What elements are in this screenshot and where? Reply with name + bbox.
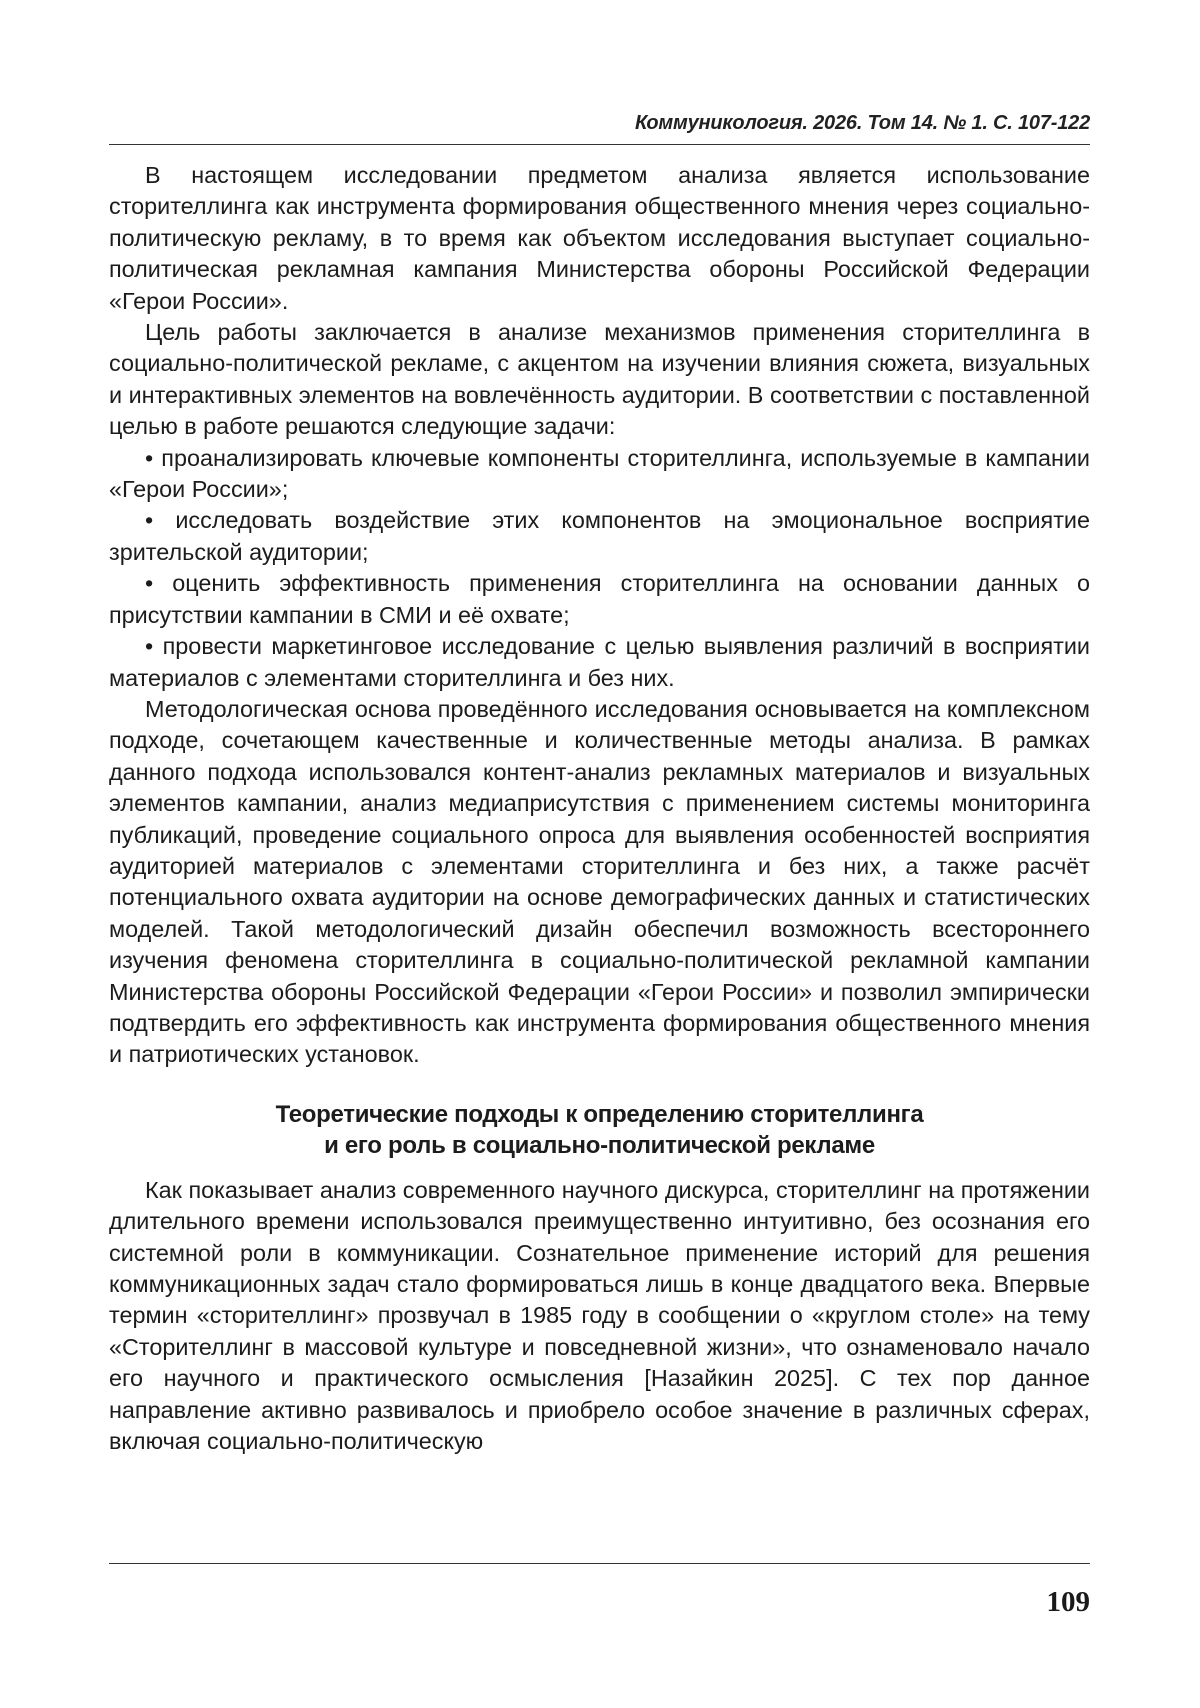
section-heading-line: Теоретические подходы к определению сторителлинга <box>275 1100 924 1128</box>
task-list-item: • исследовать воздействие этих компонентов на эмоциональное восприятие зрительской аудитории; <box>109 507 1090 565</box>
paragraph-goal: Цель работы заключается в анализе механизмов применения сторителлинга в социально-политической рекламе, с акцентом на изучении влияния сюжета, визуальных и интерактивных элементов на вовлечённость аудитории. В соответствии с поставленной целью в работе решаются следующие задачи: <box>109 319 1090 440</box>
task-list-item: • провести маркетинговое исследование с целью выявления различий в восприятии материалов с элементами сторителлинга и без них. <box>109 633 1090 691</box>
article-body <box>109 160 1090 1457</box>
header-rule <box>109 144 1090 145</box>
page-number: 109 <box>1046 1586 1090 1618</box>
paragraph-theory: Как показывает анализ современного научного дискурса, сторителлинг на протяжении длительного времени использовался преимущественно интуитивно, без осознания его системной роли в коммуникации. Сознательное применение историй для решения коммуникационных задач стало формироваться лишь в конце двадцатого века. Впервые термин «сторителлинг» прозвучал в 1985 году в сообщении о «круглом столе» на тему «Сторителлинг в массовой культуре и повседневной жизни», что ознаменовало начало его научного и практического осмысления [Назайкин 2025]. С тех пор данное направление активно развивалось и приобрело особое значение в различных сферах, включая социально-политическую <box>109 1176 1090 1455</box>
section-heading <box>109 1099 1090 1161</box>
paragraph-subject-object: В настоящем исследовании предметом анализа является использование сторителлинга как инструмента формирования общественного мнения через социально-политическую рекламу, в то время как объектом исследования выступает социально-политическая рекламная кампания Министерства обороны Российской Федерации «Герои России». <box>109 162 1090 314</box>
task-list-item: • проанализировать ключевые компоненты сторителлинга, используемые в кампании «Герои России»; <box>109 444 1090 503</box>
section-heading-line: и его роль в социально-политической рекламе <box>324 1131 875 1159</box>
running-head: Коммуникология. 2026. Том 14. № 1. С. 107-122 <box>635 112 1090 134</box>
paragraph-methodology: Методологическая основа проведённого исследования основывается на комплексном подходе, сочетающем качественные и количественные методы анализа. В рамках данного подхода использовался контент-анализ рекламных материалов и визуальных элементов кампании, анализ медиаприсутствия с применением системы мониторинга публикаций, проведение социального опроса для выявления особенностей восприятия аудиторией материалов с элементами сторителлинга и без них, а также расчёт потенциального охвата аудитории на основе демографических данных и статистических моделей. Такой методологический дизайн обеспечил возможность всестороннего изучения феномена сторителлинга в социально-политической рекламной кампании Министерства обороны Российской Федерации «Герои России» и позволил эмпирически подтвердить его эффективность как инструмента формирования общественного мнения и патриотических установок. <box>109 695 1090 1068</box>
task-list-item: • оценить эффективность применения сторителлинга на основании данных о присутствии кампании в СМИ и её охвате; <box>109 570 1090 628</box>
footer-rule <box>109 1563 1090 1564</box>
